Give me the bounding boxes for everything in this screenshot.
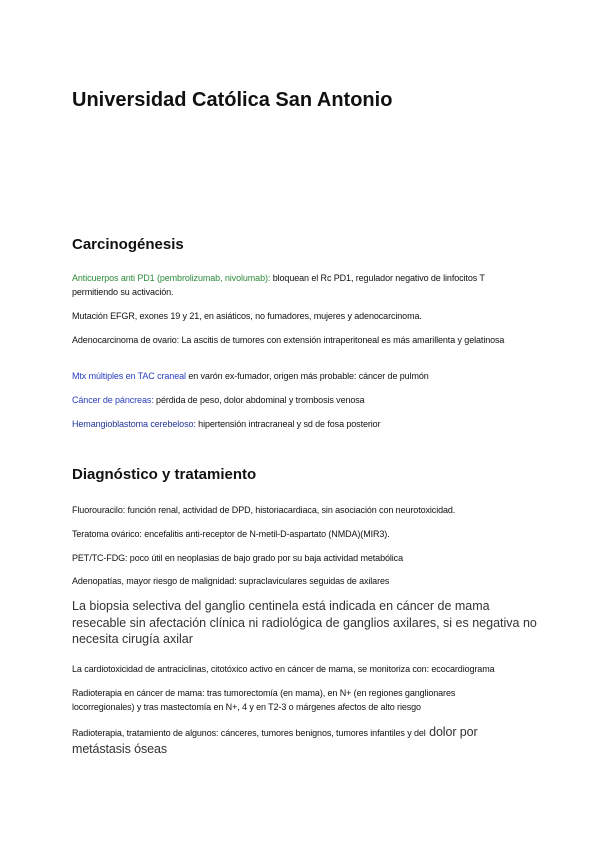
section-heading-diagnosis: Diagnóstico y tratamiento (72, 466, 257, 483)
list-item (72, 369, 512, 383)
item-text: La cardiotoxicidad de antraciclinas, citotóxico activo en cáncer de mama, se monitoriza con: ecocardiograma (72, 664, 495, 674)
item-text: Radioterapia, tratamiento de algunos: cánceres, tumores benignos, tumores infantiles y del (72, 728, 426, 738)
list-item (72, 724, 522, 758)
list-item (72, 333, 512, 347)
item-highlight: Mtx múltiples en TAC craneal (72, 371, 186, 381)
list-item (72, 574, 512, 588)
section-heading-carcinogenesis: Carcinogénesis (72, 236, 184, 253)
list-item (72, 309, 512, 323)
item-text: Teratoma ovárico: encefalitis anti-receptor de N-metil-D-aspartato (NMDA)(MIR3). (72, 529, 390, 539)
list-item (72, 662, 512, 676)
list-item (72, 503, 512, 517)
item-text: PET/TC-FDG: poco útil en neoplasias de bajo grado por su baja actividad metabólica (72, 553, 403, 563)
list-item (72, 271, 512, 299)
item-highlight: Hemangioblastoma cerebeloso: (72, 419, 196, 429)
item-text: Mutación EFGR, exones 19 y 21, en asiáticos, no fumadores, mujeres y adenocarcinoma. (72, 311, 422, 321)
item-text: Adenopatías, mayor riesgo de malignidad: supraclaviculares seguidas de axilares (72, 576, 390, 586)
item-text: La biopsia selectiva del ganglio centinela está indicada en cáncer de mama resecable sin afectación clínica ni radiológica de ganglios axilares, si es negativa no necesita cirugía axilar (72, 599, 537, 646)
item-highlight: Anticuerpos anti PD1 (pembrolizumab, nivolumab): (72, 273, 271, 283)
item-text: pérdida de peso, dolor abdominal y trombosis venosa (153, 395, 365, 405)
item-text: en varón ex-fumador, origen más probable: cáncer de pulmón (185, 371, 429, 381)
item-text: Fluorouracilo: función renal, actividad de DPD, historiacardiaca, sin asociación con neurotoxicidad. (72, 505, 456, 515)
item-text: hipertensión intracraneal y sd de fosa posterior (195, 419, 381, 429)
item-highlight: Cáncer de páncreas: (72, 395, 154, 405)
list-item (72, 417, 512, 431)
item-text: Adenocarcinoma de ovario: La ascitis de tumores con extensión intraperitoneal es más amarillenta y gelatinosa (72, 335, 505, 345)
page-title: Universidad Católica San Antonio (72, 89, 393, 111)
list-item (72, 686, 512, 714)
list-item (72, 598, 542, 648)
list-item (72, 527, 512, 541)
item-text-large: dolor por metástasis óseas (72, 725, 478, 756)
list-item (72, 393, 512, 407)
item-text: bloquean el Rc PD1, regulador negativo de linfocitos T permitiendo su activación. (72, 273, 485, 297)
item-text: Radioterapia en cáncer de mama: tras tumorectomía (en mama), en N+ (en regiones ganglionares locorregionales) y tras mastectomía en N+, 4 y en T2-3 o márgenes afectos de alto riesgo (72, 688, 456, 712)
list-item (72, 551, 512, 565)
